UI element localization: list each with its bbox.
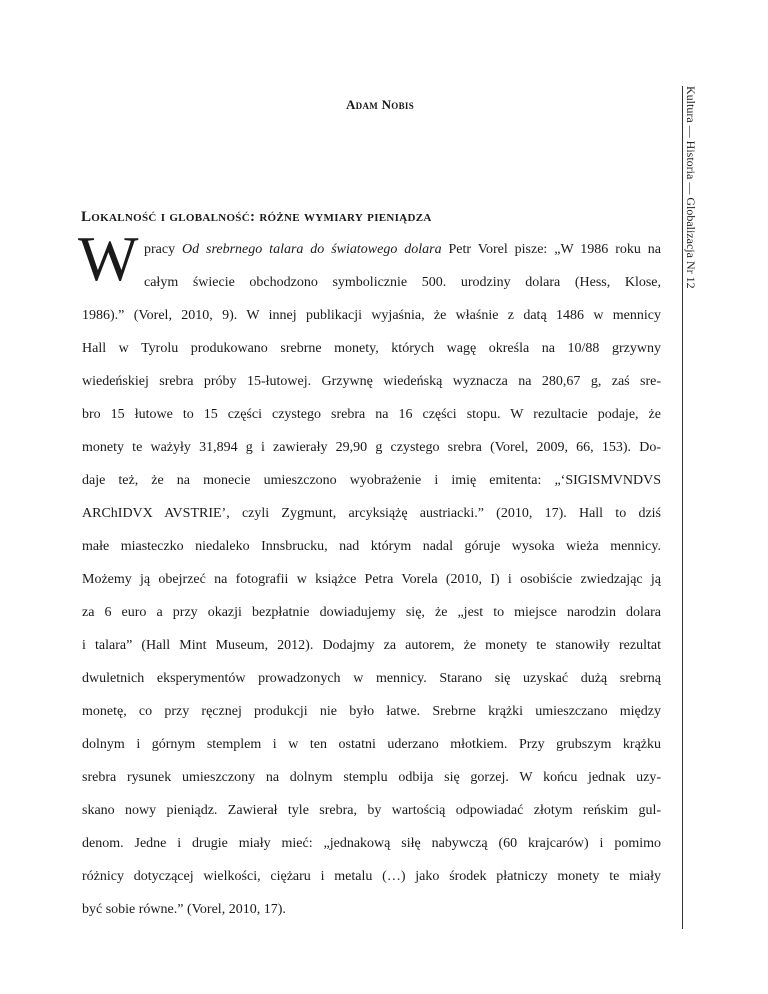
text-line-1 — [144, 240, 661, 260]
text-line-10: małe miasteczko niedaleko Innsbrucku, nad którym nadal góruje wysoka wieża mennicy. — [82, 539, 661, 554]
book-title: Od srebrnego talara do światowego dolara — [182, 242, 442, 257]
running-title: Kultura — Historia — Globalizacja Nr 12 — [684, 86, 698, 289]
text-line-19: denom. Jedne i drugie miały mieć: „jednakową siłę nabywczą (60 krajcarów) i pomimo — [82, 836, 661, 851]
text-run: Petr Vorel pisze: „W 1986 roku na — [441, 242, 661, 257]
vertical-rule — [682, 86, 683, 929]
text-line-13: i talara” (Hall Mint Museum, 2012). Dodajmy za autorem, że monety te stanowiły rezultat — [82, 638, 661, 653]
text-line-16: dolnym i górnym stemplem i w ten ostatni uderzano młotkiem. Przy grubszym krążku — [82, 737, 661, 752]
text-line-3: 1986).” (Vorel, 2010, 9). W innej publikacji wyjaśnia, że właśnie z datą 1486 w mennicy — [82, 308, 661, 323]
text-line-17: srebra rysunek umieszczony na dolnym stemplu odbija się gorzej. W końcu jednak uzy- — [82, 770, 661, 785]
text-line-4: Hall w Tyrolu produkowano srebrne monety, których wagę określa na 10/88 grzywny — [82, 341, 661, 356]
text-line-15: monetę, co przy ręcznej produkcji nie było łatwe. Srebrne krążki umieszczano między — [82, 704, 661, 719]
text-line-21: być sobie równe.” (Vorel, 2010, 17). — [82, 902, 286, 917]
text-line-7: monety te ważyły 31,894 g i zawierały 29,90 g czystego srebra (Vorel, 2009, 66, 153). Do- — [82, 440, 661, 455]
text-line-6: bro 15 łutowe to 15 części czystego srebra na 16 części stopu. W rezultacie podaje, że — [82, 407, 661, 422]
text-line-14: dwuletnich eksperymentów prowadzonych w mennicy. Starano się uzyskać dużą srebrną — [82, 671, 661, 686]
text-line-5: wiedeńskiej srebra próby 15-łutowej. Grzywnę wiedeńską wyznacza na 280,67 g, zaś sre- — [82, 374, 661, 389]
text-line-9: ARChIDVX AVSTRIE’, czyli Zygmunt, arcyksiążę austriacki.” (2010, 17). Hall to dziś — [82, 506, 661, 521]
text-run: pracy — [144, 242, 182, 257]
text-line-18: skano nowy pieniądz. Zawierał tyle srebra, by wartością odpowiadać złotym reńskim gul- — [82, 803, 661, 818]
text-line-12: za 6 euro a przy okazji bezpłatnie dowiadujemy się, że „jest to miejsce narodzin dolara — [82, 605, 661, 620]
drop-cap: W — [78, 223, 139, 294]
text-line-11: Możemy ją obejrzeć na fotografii w książce Petra Vorela (2010, I) i osobiście zwiedzając ją — [82, 572, 661, 587]
text-line-20: różnicy dotyczącej wielkości, ciężaru i metalu (…) jako środek płatniczy monety te miały — [82, 869, 661, 884]
text-line-2: całym świecie obchodzono symbolicznie 500. urodziny dolara (Hess, Klose, — [144, 275, 661, 290]
author-name: Adam Nobis — [345, 97, 415, 112]
text-line-8: daje też, że na monecie umieszczono wyobrażenie i imię emitenta: „‘SIGISMVNDVS — [82, 473, 661, 488]
article-title: Lokalność i globalność: różne wymiary pieniądza — [81, 209, 432, 225]
